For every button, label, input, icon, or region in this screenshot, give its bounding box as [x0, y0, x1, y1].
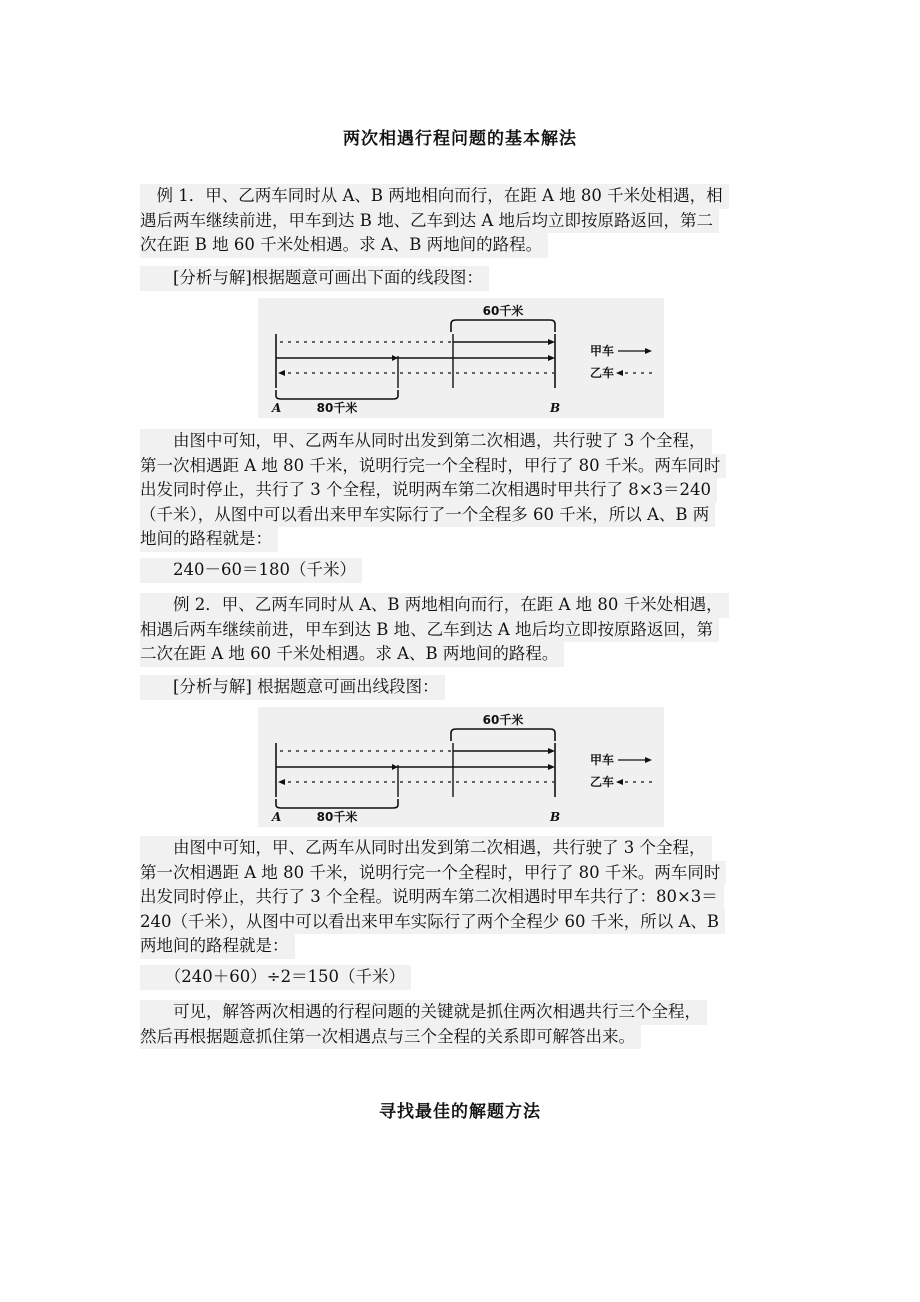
arrow-head — [645, 348, 652, 354]
legend-jia: 甲车 — [590, 753, 615, 767]
text-line: 然后再根据题意抓住第一次相遇点与三个全程的关系即可解答出来。 — [140, 1025, 641, 1050]
text-line: 出发同时停止，共行了 3 个全程，说明两车第二次相遇时甲共行了 8×3＝240 — [140, 478, 717, 503]
arrow-head — [548, 764, 555, 770]
text-line: 第一次相遇距 A 地 80 千米，说明行完一个全程时，甲行了 80 千米。两车同时 — [140, 454, 726, 479]
heading-two-meetings: 两次相遇行程问题的基本解法 — [343, 129, 577, 149]
label-60km: 60千米 — [482, 304, 524, 318]
arrow-head — [392, 764, 398, 770]
bottom-brace — [276, 799, 398, 808]
text-line: [分析与解]根据题意可画出下面的线段图： — [140, 266, 489, 291]
text-line: 次在距 B 地 60 千米处相遇。求 A、B 两地间的路程。 — [140, 233, 548, 258]
text-line: 240（千米），从图中可以看出来甲车实际行了两个全程少 60 千米，所以 A、B — [140, 910, 725, 935]
top-brace — [451, 320, 555, 332]
heading-best-method: 寻找最佳的解题方法 — [379, 1102, 541, 1122]
example-1-text — [140, 184, 780, 258]
text-line: [分析与解] 根据题意可画出线段图： — [140, 675, 445, 700]
text-line: 例 2．甲、乙两车同时从 A、B 两地相向而行，在距 A 地 80 千米处相遇， — [140, 593, 729, 618]
label-a: A — [272, 810, 282, 824]
text-line: 二次在距 A 地 60 千米处相遇。求 A、B 两地间的路程。 — [140, 642, 564, 667]
text-line: 遇后两车继续前进，甲车到达 B 地、乙车到达 A 地后均立即按原路返回，第二 — [140, 209, 719, 234]
text-line: 出发同时停止，共行了 3 个全程。说明两车第二次相遇时甲车共行了：80×3＝ — [140, 885, 724, 910]
line-segment-diagram-1 — [258, 298, 664, 418]
example-2-text — [140, 593, 780, 667]
label-80km: 80千米 — [316, 810, 358, 824]
text-line: 可见，解答两次相遇的行程问题的关键就是抓住两次相遇共行三个全程， — [140, 1000, 707, 1025]
bottom-brace — [276, 390, 398, 399]
legend-jia: 甲车 — [590, 344, 615, 358]
diagram-svg — [258, 707, 664, 827]
legend-yi: 乙车 — [590, 775, 615, 789]
text-line: 240－60＝180（千米） — [140, 558, 362, 583]
example-2-explanation — [140, 836, 780, 959]
example-2-answer — [140, 965, 780, 990]
text-line: 例 1．甲、乙两车同时从 A、B 两地相向而行，在距 A 地 80 千米处相遇，相 — [140, 184, 729, 209]
arrow-head — [548, 355, 555, 361]
example-1-explanation — [140, 429, 780, 552]
text-line: 地间的路程就是： — [140, 527, 278, 552]
label-b: B — [550, 401, 561, 415]
conclusion-text — [140, 1000, 780, 1049]
text-line: 由图中可知，甲、乙两车从同时出发到第二次相遇，共行驶了 3 个全程， — [140, 836, 712, 861]
arrow-head — [548, 748, 555, 754]
example-2-analysis — [140, 675, 780, 700]
arrow-head — [616, 779, 623, 785]
arrow-head — [548, 339, 555, 345]
example-1-analysis — [140, 266, 780, 291]
text-line: （千米），从图中可以看出来甲车实际行了一个全程多 60 千米，所以 A、B 两 — [140, 503, 715, 528]
label-b: B — [550, 810, 561, 824]
arrow-head — [278, 779, 285, 785]
text-line: 两地间的路程就是： — [140, 934, 295, 959]
text-line: 第一次相遇距 A 地 80 千米，说明行完一个全程时，甲行了 80 千米。两车同时 — [140, 861, 726, 886]
label-a: A — [272, 401, 282, 415]
text-line: 相遇后两车继续前进，甲车到达 B 地、乙车到达 A 地后均立即按原路返回，第 — [140, 618, 719, 643]
arrow-head — [645, 757, 652, 763]
arrow-head — [616, 370, 623, 376]
label-60km: 60千米 — [482, 713, 524, 727]
example-1-answer — [140, 558, 780, 583]
legend-yi: 乙车 — [590, 366, 615, 380]
line-segment-diagram-2 — [258, 707, 664, 827]
top-brace — [451, 729, 555, 741]
arrow-head — [392, 355, 398, 361]
arrow-head — [278, 370, 285, 376]
text-line: （240＋60）÷2＝150（千米） — [140, 965, 411, 990]
text-line: 由图中可知，甲、乙两车从同时出发到第二次相遇，共行驶了 3 个全程， — [140, 429, 712, 454]
label-80km: 80千米 — [316, 401, 358, 415]
diagram-svg — [258, 298, 664, 418]
